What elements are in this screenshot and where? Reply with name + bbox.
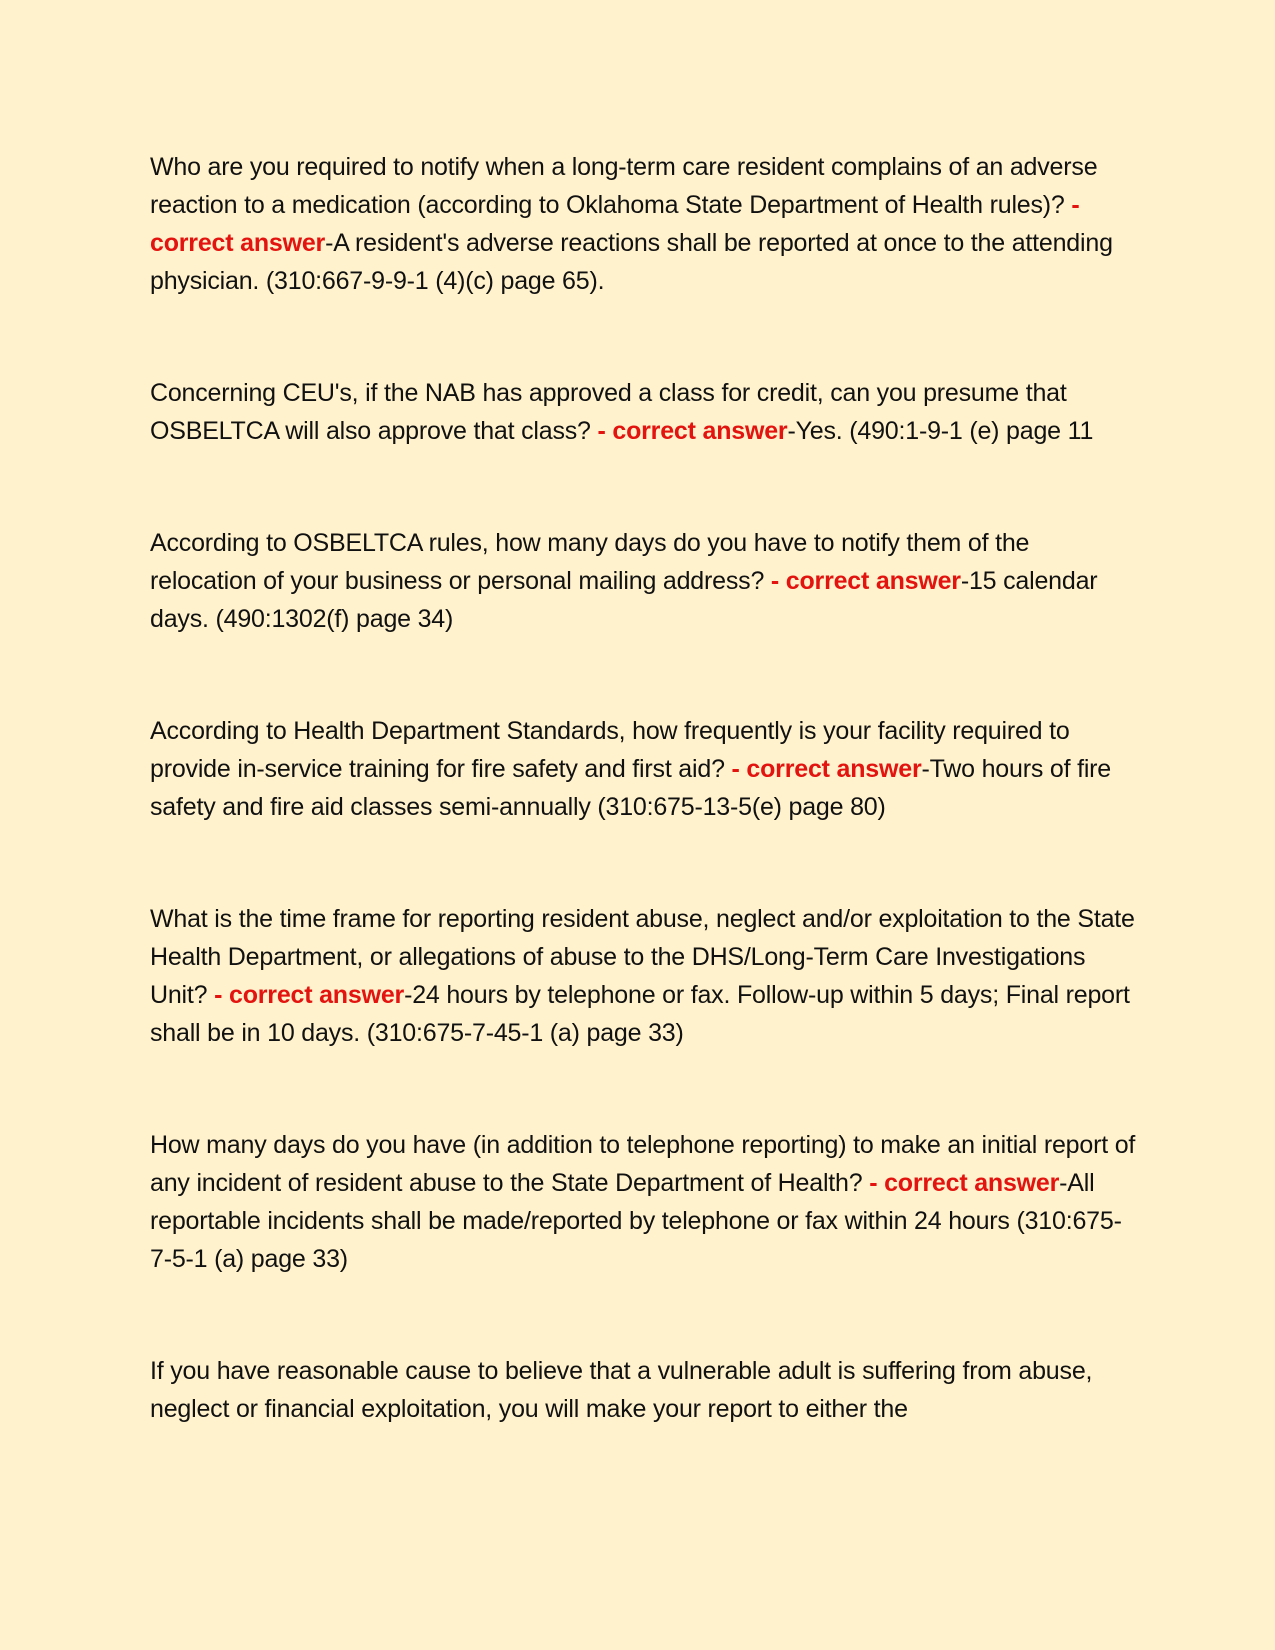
answer-text: -A resident's adverse reactions shall be reported at once to the attending physician. (310:667-9-9-1 (4)(c) page 65). [150,229,1113,295]
answer-separator: - [214,981,229,1009]
qa-item [150,900,1140,1052]
answer-separator: - [1071,191,1080,219]
qa-item [150,712,1140,826]
answer-label: correct answer [612,417,788,445]
answer-text: -Yes. (490:1-9-1 (e) page 11 [787,417,1094,445]
question-text: If you have reasonable cause to believe that a vulnerable adult is suffering from abuse, neglect or financial exploitation, you will make your report to either the [150,1357,1093,1423]
answer-text: -15 calendar days. (490:1302(f) page 34) [150,567,1098,633]
qa-item [150,1352,1140,1428]
answer-separator: - [869,1169,885,1197]
qa-item [150,148,1140,300]
answer-text: -All reportable incidents shall be made/reported by telephone or fax within 24 hours (310:675-7-5-1 (a) page 33) [150,1169,1122,1273]
question-text: According to OSBELTCA rules, how many days do you have to notify them of the relocation of your business or personal mailing address? [150,529,1030,595]
answer-label: correct answer [884,1169,1060,1197]
answer-label: correct answer [785,567,961,595]
answer-label: correct answer [228,981,405,1009]
question-text: What is the time frame for reporting resident abuse, neglect and/or exploitation to the State Health Department, or allegations of abuse to the DHS/Long-Term Care Investigations Unit? [150,905,1135,1009]
answer-text: -Two hours of fire safety and fire aid classes semi-annually (310:675-13-5(e) page 80) [150,755,1112,821]
qa-item [150,374,1140,450]
question-text: How many days do you have (in addition to telephone reporting) to make an initial report of any incident of resident abuse to the State Department of Health? [150,1131,1136,1197]
answer-label: correct answer [150,229,326,257]
answer-separator: - [597,417,613,445]
answer-text: -24 hours by telephone or fax. Follow-up within 5 days; Final report shall be in 10 days. (310:675-7-45-1 (a) page 33) [150,981,1130,1047]
qa-item [150,524,1140,638]
answer-separator: - [731,755,747,783]
qa-list [150,148,1140,1502]
question-text: Concerning CEU's, if the NAB has approved a class for credit, can you presume that OSBELTCA will also approve that class? [150,379,1067,445]
question-text: Who are you required to notify when a long-term care resident complains of an adverse reaction to a medication (according to Oklahoma State Department of Health rules)? [150,153,1098,219]
qa-item [150,1126,1140,1278]
answer-separator: - [770,567,786,595]
answer-label: correct answer [746,755,922,783]
question-text: According to Health Department Standards, how frequently is your facility required to provide in-service training for fire safety and first aid? [150,717,1070,783]
